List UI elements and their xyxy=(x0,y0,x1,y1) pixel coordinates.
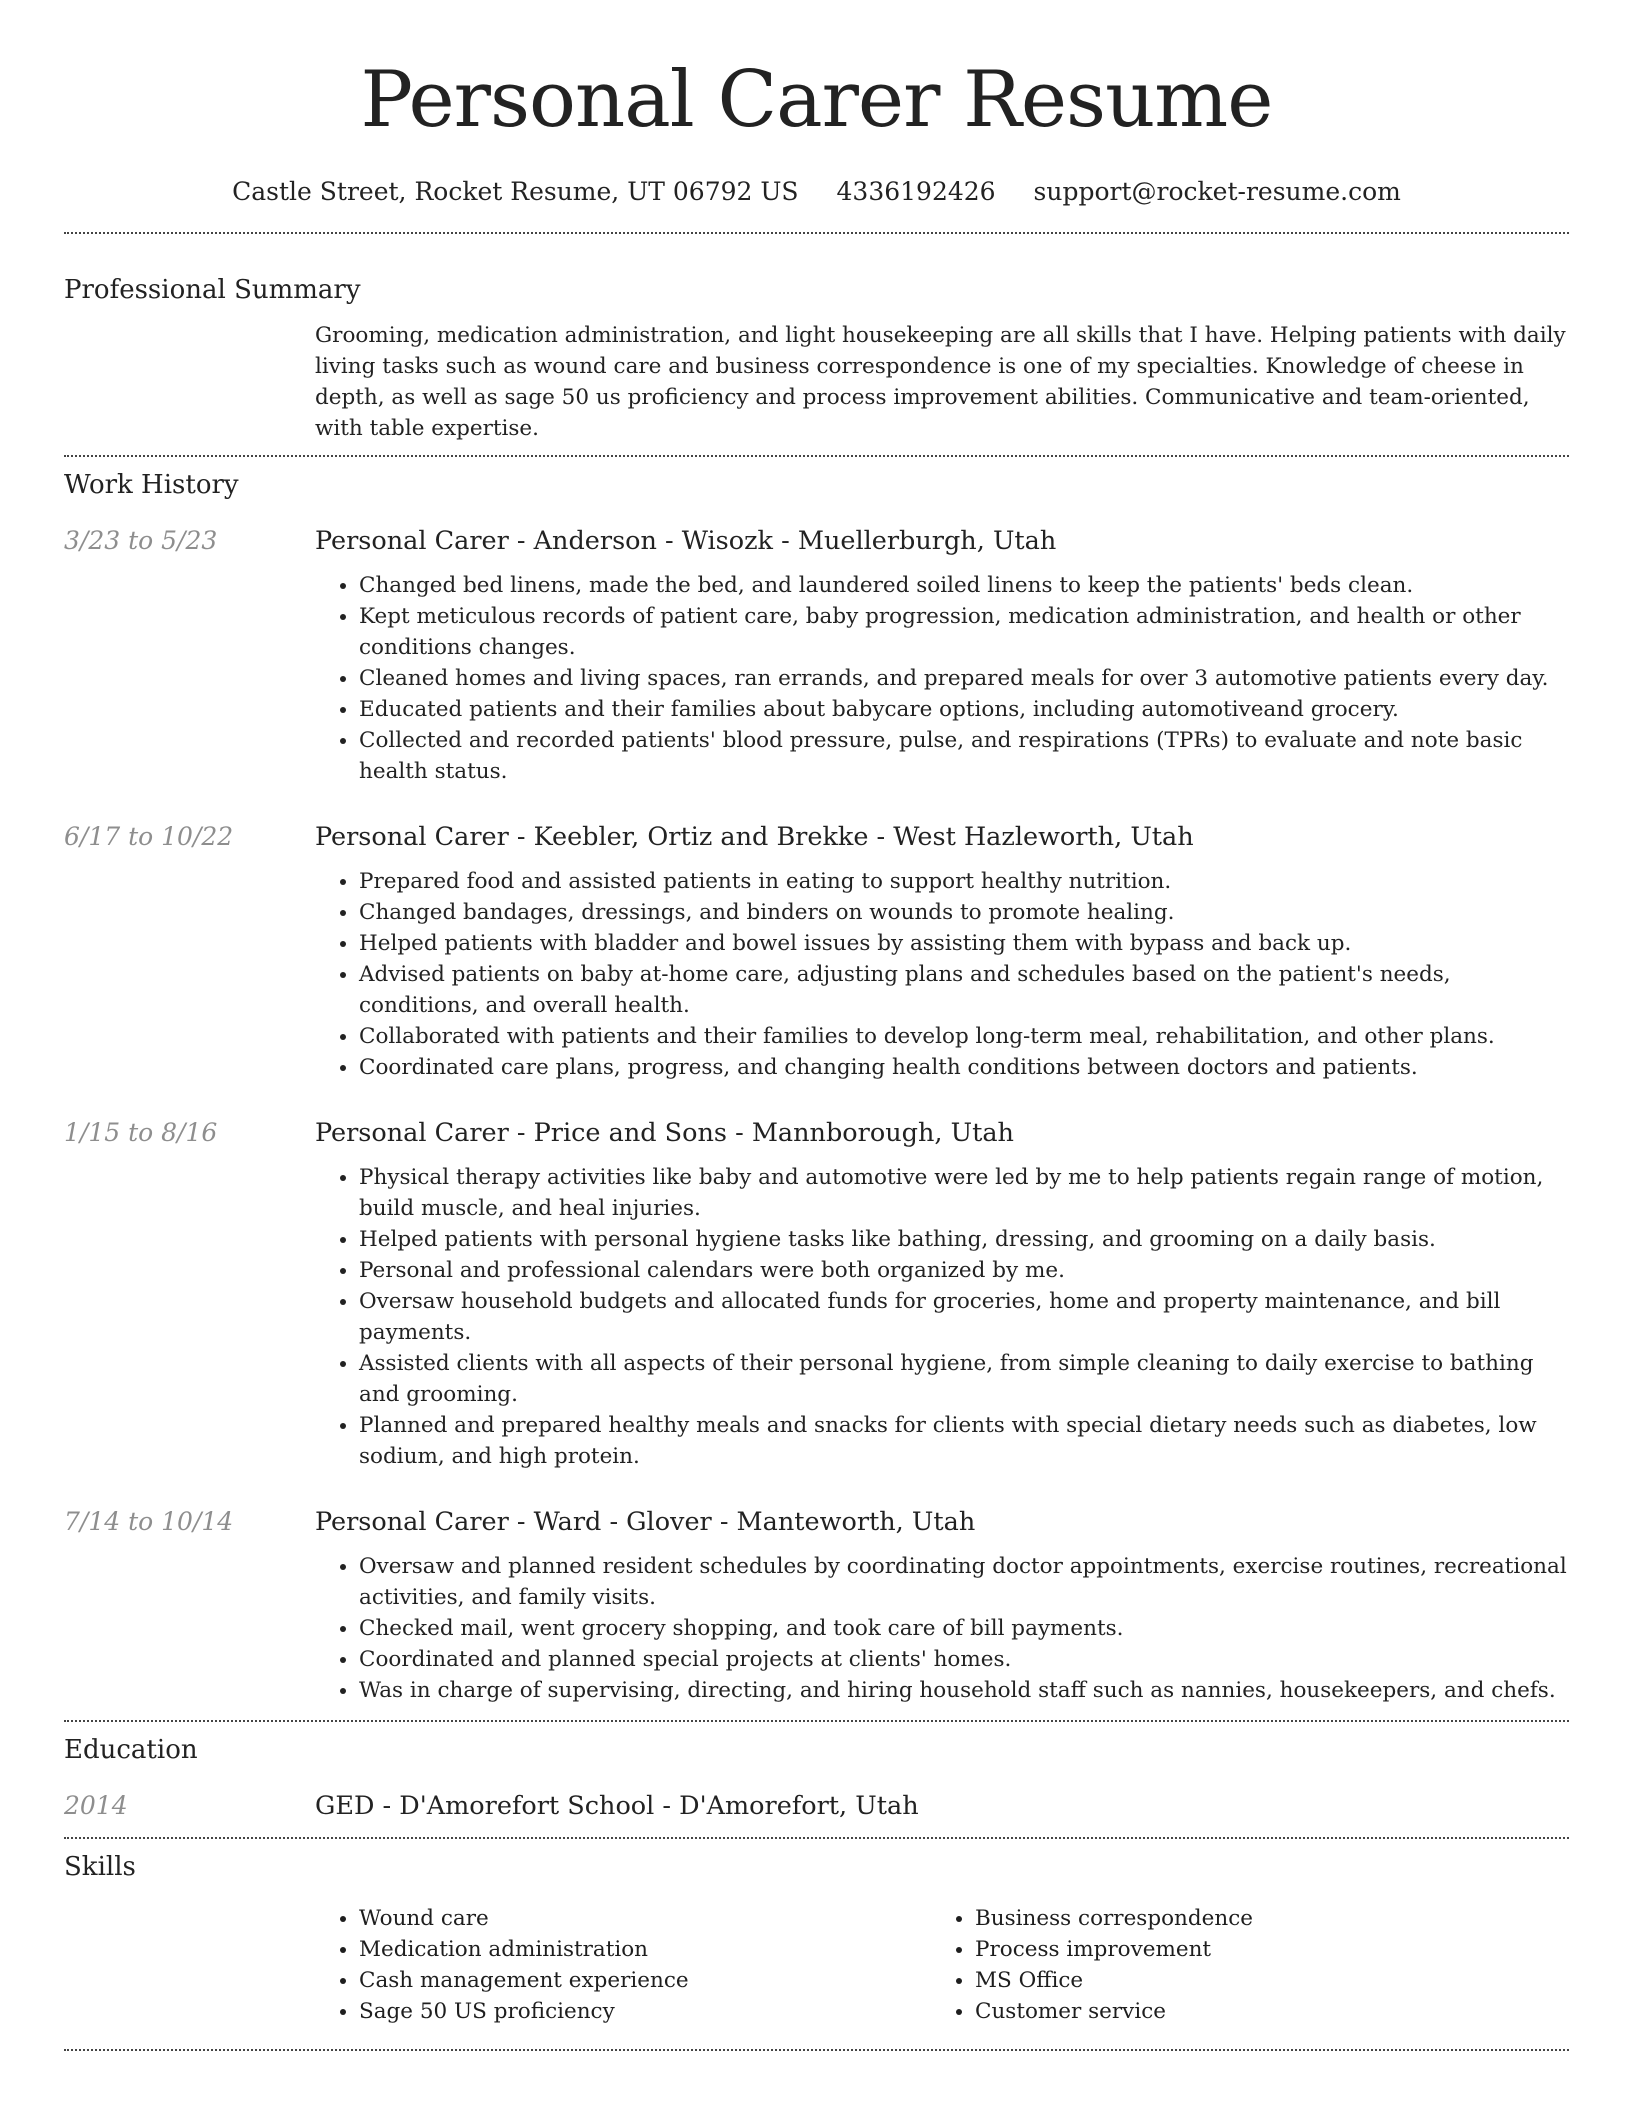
job-dates: 1/15 to 8/16 xyxy=(64,1118,218,1147)
list-item: • Medication administration xyxy=(359,1934,931,1965)
summary-text: Grooming, medication administration, and light housekeeping are all skills that I have. Helping patients with daily living tasks such as wound care and business correspondence is one of my specialties. Knowledge of cheese in depth, as well as sage 50 us proficiency and process improvement abilities. Communicative and team-oriented, with table expertise. xyxy=(315,323,1566,441)
list-item: • Planned and prepared healthy meals and snacks for clients with special dietary needs such as diabetes, low sodium, and high protein. xyxy=(359,1410,1569,1472)
divider xyxy=(64,2049,1569,2051)
job-dates: 6/17 to 10/22 xyxy=(64,822,234,851)
job-title: Personal Carer - Price and Sons - Mannborough, Utah xyxy=(315,1118,1014,1148)
job-title: Personal Carer - Ward - Glover - Manteworth, Utah xyxy=(315,1507,976,1537)
list-item: • Process improvement xyxy=(975,1934,1547,1965)
skills-list xyxy=(315,1903,1569,2027)
list-item: • Changed bed linens, made the bed, and laundered soiled linens to keep the patients' beds clean. xyxy=(359,570,1569,601)
job-entry xyxy=(64,1505,1569,1706)
list-item: • Was in charge of supervising, directing, and hiring household staff such as nannies, housekeepers, and chefs. xyxy=(359,1675,1569,1706)
list-item: • Personal and professional calendars were both organized by me. xyxy=(359,1255,1569,1286)
resume-page xyxy=(64,0,1569,2051)
job-duties xyxy=(315,866,1569,1083)
list-item: • Educated patients and their families about babycare options, including automotiveand grocery. xyxy=(359,694,1569,725)
list-item: • Wound care xyxy=(359,1903,931,1934)
job-dates: 7/14 to 10/14 xyxy=(64,1507,234,1536)
education-entry xyxy=(64,1789,1569,1823)
job-entry xyxy=(64,1116,1569,1472)
address: Castle Street, Rocket Resume, UT 06792 US xyxy=(232,177,799,206)
list-item: • MS Office xyxy=(975,1965,1547,1996)
job-title: Personal Carer - Keebler, Ortiz and Brekke - West Hazleworth, Utah xyxy=(315,822,1194,852)
divider xyxy=(64,455,1569,457)
divider xyxy=(64,1720,1569,1722)
job-duties xyxy=(315,1551,1569,1706)
list-item: • Helped patients with personal hygiene tasks like bathing, dressing, and grooming on a daily basis. xyxy=(359,1224,1569,1255)
education-heading: Education xyxy=(64,1735,198,1765)
resume-title: Personal Carer Resume xyxy=(360,55,1273,145)
list-item: • Customer service xyxy=(975,1996,1547,2027)
phone-number: 4336192426 xyxy=(836,177,996,206)
work-history-heading: Work History xyxy=(64,470,239,500)
skills-column-right xyxy=(931,1903,1547,2027)
job-title: Personal Carer - Anderson - Wisozk - Muellerburgh, Utah xyxy=(315,526,1057,556)
list-item: • Advised patients on baby at-home care, adjusting plans and schedules based on the patient's needs, conditions, and overall health. xyxy=(359,959,1569,1021)
skills-column-left xyxy=(315,1903,931,2027)
list-item: • Changed bandages, dressings, and binders on wounds to promote healing. xyxy=(359,897,1569,928)
list-item: • Helped patients with bladder and bowel issues by assisting them with bypass and back up. xyxy=(359,928,1569,959)
list-item: • Business correspondence xyxy=(975,1903,1547,1934)
list-item: • Kept meticulous records of patient care, baby progression, medication administration, and health or other conditions changes. xyxy=(359,601,1569,663)
education-year: 2014 xyxy=(64,1791,128,1820)
list-item: • Collected and recorded patients' blood pressure, pulse, and respirations (TPRs) to evaluate and note basic health status. xyxy=(359,725,1569,787)
list-item: • Coordinated and planned special projects at clients' homes. xyxy=(359,1644,1569,1675)
list-item: • Physical therapy activities like baby and automotive were led by me to help patients regain range of motion, build muscle, and heal injuries. xyxy=(359,1162,1569,1224)
list-item: • Coordinated care plans, progress, and changing health conditions between doctors and patients. xyxy=(359,1052,1569,1083)
list-item: • Oversaw household budgets and allocated funds for groceries, home and property maintenance, and bill payments. xyxy=(359,1286,1569,1348)
summary-heading: Professional Summary xyxy=(64,275,361,305)
email-address: support@rocket-resume.com xyxy=(1033,177,1401,206)
skills-heading: Skills xyxy=(64,1852,136,1882)
education-degree: GED - D'Amorefort School - D'Amorefort, Utah xyxy=(315,1791,919,1821)
list-item: • Assisted clients with all aspects of their personal hygiene, from simple cleaning to daily exercise to bathing and grooming. xyxy=(359,1348,1569,1410)
job-dates: 3/23 to 5/23 xyxy=(64,526,218,555)
job-entry xyxy=(64,820,1569,1083)
list-item: • Prepared food and assisted patients in eating to support healthy nutrition. xyxy=(359,866,1569,897)
list-item: • Collaborated with patients and their families to develop long-term meal, rehabilitation, and other plans. xyxy=(359,1021,1569,1052)
divider xyxy=(64,232,1569,234)
job-duties xyxy=(315,1162,1569,1472)
list-item: • Sage 50 US proficiency xyxy=(359,1996,931,2027)
divider xyxy=(64,1837,1569,1839)
list-item: • Checked mail, went grocery shopping, and took care of bill payments. xyxy=(359,1613,1569,1644)
job-duties xyxy=(315,570,1569,787)
list-item: • Cash management experience xyxy=(359,1965,931,1996)
contact-info xyxy=(64,174,1569,210)
list-item: • Cleaned homes and living spaces, ran errands, and prepared meals for over 3 automotive patients every day. xyxy=(359,663,1569,694)
list-item: • Oversaw and planned resident schedules by coordinating doctor appointments, exercise routines, recreational activities, and family visits. xyxy=(359,1551,1569,1613)
job-entry xyxy=(64,524,1569,787)
